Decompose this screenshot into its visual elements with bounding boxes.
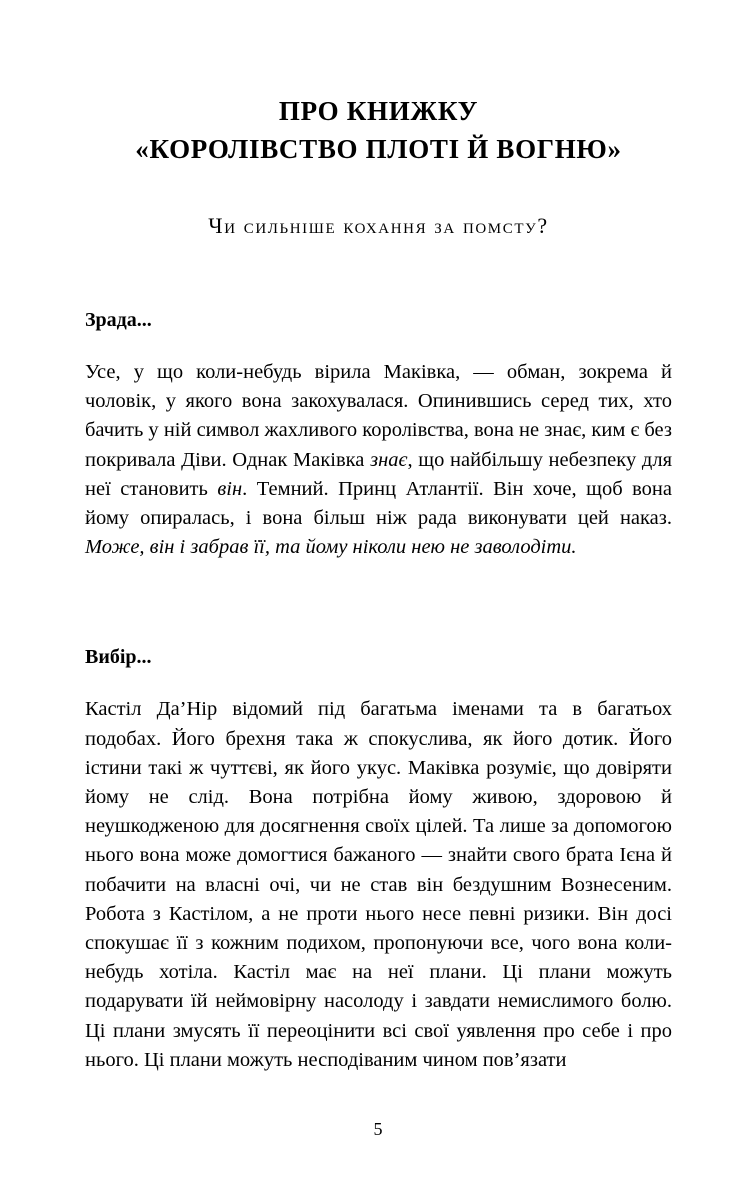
section-heading-choice: Вибір... [85, 646, 152, 669]
body-paragraph-choice [85, 695, 672, 1075]
emphasis-run: він [217, 477, 243, 500]
title-line-2: «КОРОЛІВСТВО ПЛОТІ Й ВОГНЮ» [135, 134, 622, 164]
section-heading-betrayal: Зрада... [85, 309, 152, 331]
page-subtitle: Чи сильніше кохання за помсту? [208, 213, 549, 238]
emphasis-run: знає [370, 448, 408, 471]
page-title [85, 0, 672, 168]
text-run: Усе, у що коли-небудь вірила Маківка, — обман, зокрема й чоловік, у якого вона закохувалася. Опинившись серед тих, хто бачить у ній символ жахливого королівства, вона не знає, ким є без покривала Діви. Однак Маківка [85, 361, 672, 471]
body-paragraph-betrayal [85, 358, 672, 562]
emphasis-run: Може, він і забрав її, та йому ніколи нею не заволодіти. [85, 536, 577, 559]
page-content [85, 0, 672, 1096]
page-number: 5 [373, 1119, 383, 1139]
text-run: . Темний. Принц Атлантії. Він хоче, щоб вона йому опиралась, і вона більш ніж рада виконувати цей наказ. [85, 477, 672, 530]
text-run: Кастіл Да’Нір відомий під багатьма іменами та в багатьох подобах. Його брехня така ж спокуслива, як його дотик. Його істини такі ж чуттєві, як його укус. Маківка розуміє, що довіряти йому не слід. Вона потрібна йому живою, здоровою й неушкодженою для досягнення своїх цілей. Та лише за допомогою нього вона може домогтися бажаного — знайти свого брата Ієна й побачити на власні очі, чи не став він бездушним Вознесеним. Робота з Кастілом, а не проти нього несе певні ризики. Він досі спокушає її з кожним подихом, пропонуючи все, чого вона коли-небудь хотіла. Кастіл має на неї плани. Ці плани можуть подарувати їй неймовірну насолоду і завдати немислимого болю. Ці плани змусять її переоцінити всі свої уявлення про себе і про нього. Ці плани можуть несподіваним чином пов’язати [85, 698, 672, 1071]
text-run: , що найбільшу небезпеку для неї становить [85, 448, 672, 500]
title-line-1: ПРО КНИЖКУ [278, 96, 479, 126]
